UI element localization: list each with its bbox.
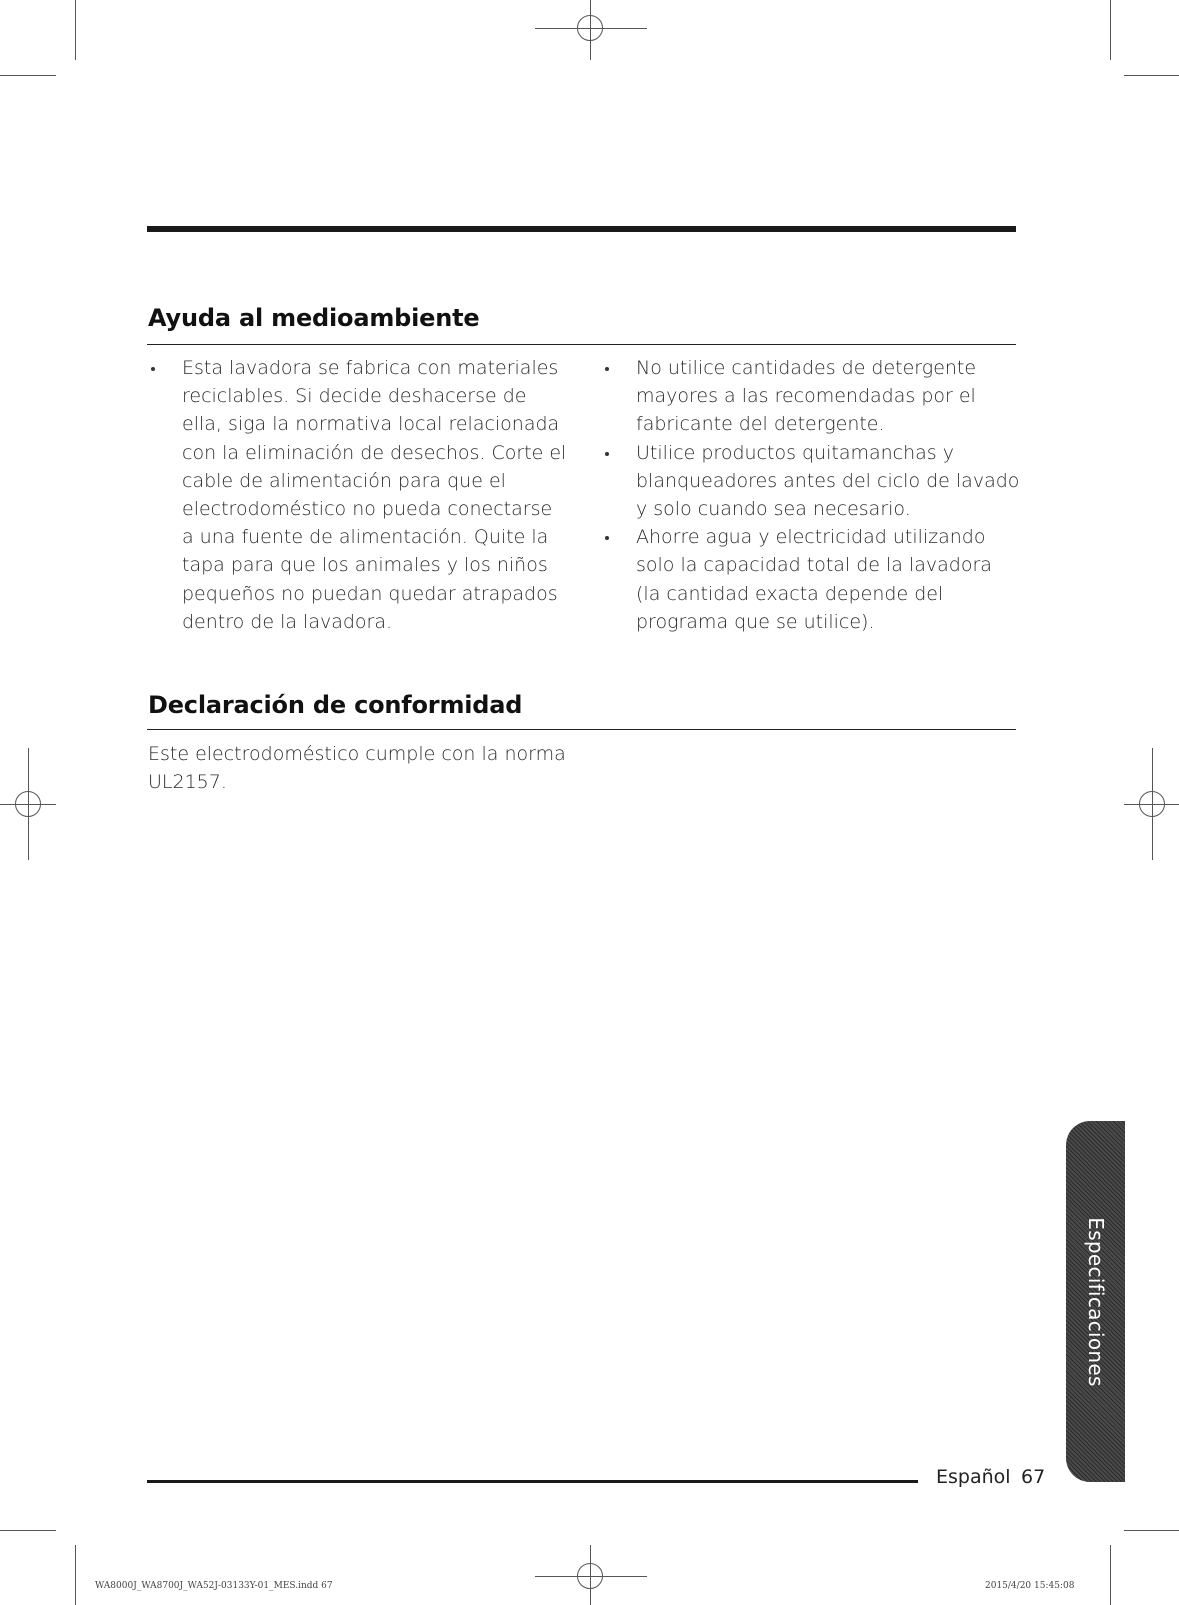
crop-mark-top-left-vertical [75, 0, 76, 60]
top-divider [147, 226, 1016, 232]
registration-mark-left-circle [15, 791, 41, 817]
environment-left-list [148, 354, 568, 636]
list-item: Utilice productos quitamanchas y blanqueadores antes del ciclo de lavado y solo cuando sea necesario. [602, 439, 1022, 524]
page-number: 67 [1021, 1466, 1046, 1488]
print-slug-timestamp: 2015/4/20 15:45:08 [985, 1581, 1075, 1591]
conformity-text: Este electrodoméstico cumple con la norma UL2157. [148, 743, 566, 794]
registration-mark-bottom-circle [577, 1563, 603, 1589]
footer-rule [147, 1480, 918, 1483]
environment-right-list [602, 354, 1022, 636]
registration-mark-top-circle [577, 15, 603, 41]
list-item: No utilice cantidades de detergente mayores a las recomendadas por el fabricante del detergente. [602, 354, 1022, 439]
crop-mark-top-right-horizontal [1124, 75, 1179, 76]
section-rule-environment [147, 344, 1016, 345]
registration-mark-right-circle [1139, 791, 1165, 817]
crop-mark-top-right-vertical [1110, 0, 1111, 60]
crop-mark-bottom-left-vertical [75, 1545, 76, 1605]
crop-mark-bottom-left-horizontal [0, 1530, 56, 1531]
chapter-tab-label: Especificaciones [1083, 1216, 1108, 1387]
list-item: Esta lavadora se fabrica con materiales reciclables. Si decide deshacerse de ella, siga la normativa local relacionada con la eliminación de desechos. Corte el cable de alimentación para que el electrodoméstico no pueda conectarse a una fuente de alimentación. Quite la tapa para que los animales y los niños pequeños no puedan quedar atrapados dentro de la lavadora. [148, 354, 568, 636]
section-title-conformity: Declaración de conformidad [148, 691, 523, 719]
section-title-environment: Ayuda al medioambiente [148, 304, 480, 332]
footer-language: Español [936, 1466, 1011, 1488]
crop-mark-bottom-right-vertical [1110, 1545, 1111, 1605]
print-slug-file: WA8000J_WA8700J_WA52J-03133Y-01_MES.indd 67 [95, 1581, 333, 1591]
list-item: Ahorre agua y electricidad utilizando solo la capacidad total de la lavadora (la cantidad exacta depende del programa que se utilice). [602, 523, 1022, 636]
chapter-tab [1066, 1121, 1125, 1482]
crop-mark-bottom-right-horizontal [1124, 1530, 1179, 1531]
crop-mark-top-left-horizontal [0, 75, 56, 76]
section-rule-conformity [147, 729, 1016, 730]
